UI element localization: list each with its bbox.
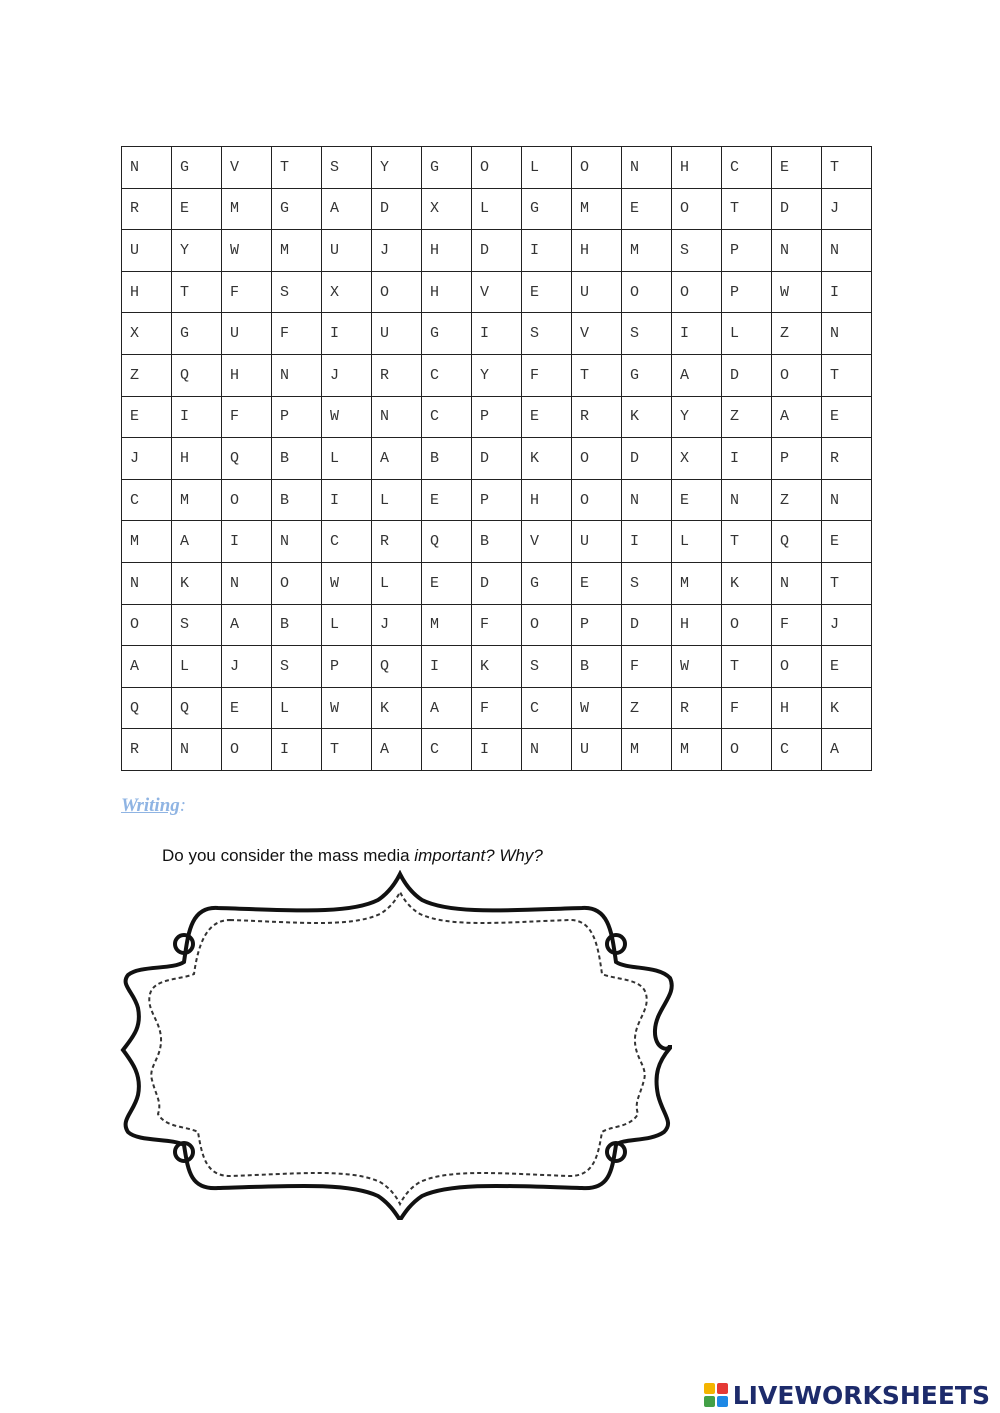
grid-cell[interactable]: S xyxy=(272,271,322,313)
grid-cell[interactable]: I xyxy=(472,729,522,771)
grid-cell[interactable]: M xyxy=(672,729,722,771)
grid-cell[interactable]: O xyxy=(522,604,572,646)
grid-cell[interactable]: Q xyxy=(172,687,222,729)
grid-cell[interactable]: O xyxy=(122,604,172,646)
grid-cell[interactable]: S xyxy=(522,313,572,355)
grid-cell[interactable]: C xyxy=(422,729,472,771)
writing-heading-colon: : xyxy=(179,795,187,816)
grid-cell[interactable]: Z xyxy=(722,396,772,438)
grid-cell[interactable]: F xyxy=(472,687,522,729)
grid-cell[interactable]: J xyxy=(372,230,422,272)
grid-cell[interactable]: U xyxy=(122,230,172,272)
grid-cell[interactable]: N xyxy=(772,562,822,604)
grid-cell[interactable]: G xyxy=(422,147,472,189)
grid-cell[interactable]: S xyxy=(322,147,372,189)
grid-cell[interactable]: S xyxy=(272,646,322,688)
grid-cell[interactable]: Y xyxy=(172,230,222,272)
grid-cell[interactable]: L xyxy=(372,479,422,521)
grid-cell[interactable]: I xyxy=(622,521,672,563)
grid-cell[interactable]: I xyxy=(472,313,522,355)
grid-cell[interactable]: Z xyxy=(772,313,822,355)
grid-cell[interactable]: O xyxy=(622,271,672,313)
grid-cell[interactable]: G xyxy=(522,562,572,604)
grid-cell[interactable]: O xyxy=(722,729,772,771)
grid-cell[interactable]: W xyxy=(222,230,272,272)
grid-cell[interactable]: L xyxy=(272,687,322,729)
grid-cell[interactable]: F xyxy=(772,604,822,646)
grid-cell[interactable]: W xyxy=(572,687,622,729)
grid-cell[interactable]: S xyxy=(172,604,222,646)
grid-cell[interactable]: P xyxy=(472,396,522,438)
grid-cell[interactable]: Z xyxy=(122,354,172,396)
grid-cell[interactable]: O xyxy=(772,646,822,688)
grid-cell[interactable]: X xyxy=(422,188,472,230)
grid-cell[interactable]: N xyxy=(522,729,572,771)
grid-cell[interactable]: P xyxy=(722,271,772,313)
grid-cell[interactable]: T xyxy=(822,562,872,604)
grid-cell[interactable]: T xyxy=(722,188,772,230)
grid-cell[interactable]: G xyxy=(172,147,222,189)
grid-cell[interactable]: J xyxy=(822,188,872,230)
grid-cell[interactable]: G xyxy=(422,313,472,355)
grid-cell[interactable]: U xyxy=(572,729,622,771)
grid-cell[interactable]: B xyxy=(272,438,322,480)
grid-cell[interactable]: A xyxy=(172,521,222,563)
grid-cell[interactable]: P xyxy=(572,604,622,646)
grid-cell[interactable]: I xyxy=(522,230,572,272)
grid-cell[interactable]: B xyxy=(572,646,622,688)
grid-cell[interactable]: E xyxy=(822,396,872,438)
grid-cell[interactable]: A xyxy=(422,687,472,729)
grid-cell[interactable]: D xyxy=(622,604,672,646)
grid-cell[interactable]: T xyxy=(172,271,222,313)
grid-cell[interactable]: N xyxy=(172,729,222,771)
grid-cell[interactable]: J xyxy=(372,604,422,646)
grid-cell[interactable]: Q xyxy=(422,521,472,563)
grid-cell[interactable]: T xyxy=(722,521,772,563)
grid-cell[interactable]: C xyxy=(422,354,472,396)
grid-cell[interactable]: Y xyxy=(672,396,722,438)
grid-cell[interactable]: O xyxy=(672,188,722,230)
grid-cell[interactable]: A xyxy=(372,438,422,480)
grid-cell[interactable]: H xyxy=(522,479,572,521)
grid-cell[interactable]: E xyxy=(672,479,722,521)
grid-cell[interactable]: M xyxy=(122,521,172,563)
grid-row xyxy=(122,271,872,313)
grid-row xyxy=(122,396,872,438)
grid-cell[interactable]: Z xyxy=(622,687,672,729)
grid-cell[interactable]: P xyxy=(722,230,772,272)
grid-cell[interactable]: I xyxy=(722,438,772,480)
grid-cell[interactable]: R xyxy=(372,521,422,563)
grid-cell[interactable]: D xyxy=(772,188,822,230)
grid-cell[interactable]: F xyxy=(522,354,572,396)
grid-cell[interactable]: K xyxy=(472,646,522,688)
grid-cell[interactable]: S xyxy=(622,313,672,355)
grid-cell[interactable]: M xyxy=(222,188,272,230)
grid-cell[interactable]: O xyxy=(372,271,422,313)
grid-cell[interactable]: M xyxy=(272,230,322,272)
grid-cell[interactable]: G xyxy=(272,188,322,230)
grid-cell[interactable]: L xyxy=(472,188,522,230)
grid-cell[interactable]: L xyxy=(722,313,772,355)
grid-cell[interactable]: P xyxy=(472,479,522,521)
writing-heading-text: Writing xyxy=(121,795,180,816)
grid-cell[interactable]: P xyxy=(772,438,822,480)
grid-cell[interactable]: E xyxy=(822,521,872,563)
grid-cell[interactable]: K xyxy=(372,687,422,729)
grid-row xyxy=(122,147,872,189)
grid-cell[interactable]: E xyxy=(522,396,572,438)
grid-cell[interactable]: Q xyxy=(772,521,822,563)
grid-cell[interactable]: F xyxy=(222,271,272,313)
grid-cell[interactable]: I xyxy=(322,313,372,355)
grid-cell[interactable]: P xyxy=(272,396,322,438)
grid-cell[interactable]: U xyxy=(222,313,272,355)
grid-cell[interactable]: F xyxy=(722,687,772,729)
grid-cell[interactable]: H xyxy=(422,271,472,313)
grid-cell[interactable]: R xyxy=(372,354,422,396)
grid-cell[interactable]: K xyxy=(172,562,222,604)
grid-cell[interactable]: A xyxy=(122,646,172,688)
grid-cell[interactable]: T xyxy=(272,147,322,189)
grid-cell[interactable]: Y xyxy=(372,147,422,189)
grid-cell[interactable]: B xyxy=(422,438,472,480)
grid-cell[interactable]: E xyxy=(122,396,172,438)
grid-cell[interactable]: L xyxy=(522,147,572,189)
grid-cell[interactable]: T xyxy=(572,354,622,396)
grid-row xyxy=(122,604,872,646)
grid-cell[interactable]: N xyxy=(372,396,422,438)
grid-cell[interactable]: O xyxy=(222,479,272,521)
grid-cell[interactable]: T xyxy=(722,646,772,688)
grid-cell[interactable]: C xyxy=(322,521,372,563)
grid-cell[interactable]: E xyxy=(572,562,622,604)
grid-cell[interactable]: J xyxy=(222,646,272,688)
grid-cell[interactable]: A xyxy=(222,604,272,646)
grid-cell[interactable]: Q xyxy=(172,354,222,396)
grid-cell[interactable]: I xyxy=(272,729,322,771)
grid-cell[interactable]: I xyxy=(422,646,472,688)
writing-heading xyxy=(121,795,186,817)
grid-cell[interactable]: N xyxy=(272,521,322,563)
grid-cell[interactable]: N xyxy=(822,479,872,521)
grid-cell[interactable]: R xyxy=(572,396,622,438)
grid-cell[interactable]: H xyxy=(672,147,722,189)
grid-cell[interactable]: C xyxy=(772,729,822,771)
grid-cell[interactable]: F xyxy=(622,646,672,688)
grid-cell[interactable]: P xyxy=(322,646,372,688)
grid-cell[interactable]: Q xyxy=(222,438,272,480)
writing-prompt xyxy=(162,846,543,866)
liveworksheets-logo-icon xyxy=(703,1382,729,1408)
grid-row xyxy=(122,438,872,480)
grid-cell[interactable]: N xyxy=(822,230,872,272)
grid-cell[interactable]: A xyxy=(672,354,722,396)
grid-cell[interactable]: F xyxy=(272,313,322,355)
grid-cell[interactable]: K xyxy=(822,687,872,729)
liveworksheets-brand xyxy=(703,1379,990,1411)
grid-cell[interactable]: T xyxy=(822,354,872,396)
grid-cell[interactable]: R xyxy=(122,188,172,230)
grid-cell[interactable]: B xyxy=(272,604,322,646)
grid-cell[interactable]: K xyxy=(522,438,572,480)
grid-cell[interactable]: O xyxy=(472,147,522,189)
grid-cell[interactable]: M xyxy=(422,604,472,646)
grid-cell[interactable]: J xyxy=(822,604,872,646)
grid-cell[interactable]: E xyxy=(172,188,222,230)
grid-row xyxy=(122,687,872,729)
grid-cell[interactable]: L xyxy=(672,521,722,563)
grid-cell[interactable]: C xyxy=(422,396,472,438)
grid-cell[interactable]: R xyxy=(822,438,872,480)
grid-cell[interactable]: J xyxy=(122,438,172,480)
grid-cell[interactable]: M xyxy=(672,562,722,604)
grid-row xyxy=(122,562,872,604)
grid-cell[interactable]: C xyxy=(722,147,772,189)
grid-cell[interactable]: D xyxy=(472,562,522,604)
grid-cell[interactable]: B xyxy=(472,521,522,563)
word-search-grid xyxy=(121,146,872,771)
grid-cell[interactable]: N xyxy=(722,479,772,521)
grid-cell[interactable]: A xyxy=(772,396,822,438)
grid-cell[interactable]: E xyxy=(422,562,472,604)
grid-cell[interactable]: I xyxy=(822,271,872,313)
grid-cell[interactable]: I xyxy=(222,521,272,563)
grid-row xyxy=(122,188,872,230)
grid-cell[interactable]: W xyxy=(322,562,372,604)
grid-cell[interactable]: W xyxy=(772,271,822,313)
grid-cell[interactable]: A xyxy=(822,729,872,771)
grid-cell[interactable]: U xyxy=(572,271,622,313)
grid-cell[interactable]: A xyxy=(372,729,422,771)
grid-cell[interactable]: S xyxy=(622,562,672,604)
grid-cell[interactable]: M xyxy=(572,188,622,230)
grid-cell[interactable]: O xyxy=(722,604,772,646)
grid-cell[interactable]: O xyxy=(672,271,722,313)
grid-cell[interactable]: O xyxy=(572,479,622,521)
grid-cell[interactable]: W xyxy=(672,646,722,688)
grid-row xyxy=(122,729,872,771)
grid-cell[interactable]: D xyxy=(372,188,422,230)
grid-cell[interactable]: S xyxy=(672,230,722,272)
grid-cell[interactable]: Y xyxy=(472,354,522,396)
grid-cell[interactable]: D xyxy=(722,354,772,396)
grid-cell[interactable]: H xyxy=(572,230,622,272)
answer-textarea[interactable] xyxy=(178,940,622,1154)
grid-cell[interactable]: T xyxy=(822,147,872,189)
grid-cell[interactable]: E xyxy=(772,147,822,189)
grid-cell[interactable]: M xyxy=(622,230,672,272)
grid-cell[interactable]: H xyxy=(172,438,222,480)
grid-cell[interactable]: X xyxy=(322,271,372,313)
grid-cell[interactable]: D xyxy=(472,230,522,272)
grid-cell[interactable]: E xyxy=(222,687,272,729)
grid-cell[interactable]: O xyxy=(272,562,322,604)
brand-name: LIVEWORKSHEETS xyxy=(732,1380,990,1410)
grid-cell[interactable]: O xyxy=(222,729,272,771)
grid-cell[interactable]: Q xyxy=(122,687,172,729)
grid-cell[interactable]: J xyxy=(322,354,372,396)
grid-cell[interactable]: M xyxy=(622,729,672,771)
grid-cell[interactable]: Q xyxy=(372,646,422,688)
grid-cell[interactable]: G xyxy=(522,188,572,230)
grid-cell[interactable]: H xyxy=(672,604,722,646)
grid-cell[interactable]: N xyxy=(622,479,672,521)
grid-row xyxy=(122,230,872,272)
grid-cell[interactable]: R xyxy=(122,729,172,771)
grid-cell[interactable]: V xyxy=(222,147,272,189)
grid-cell[interactable]: N xyxy=(622,147,672,189)
grid-cell[interactable]: O xyxy=(572,438,622,480)
grid-cell[interactable]: L xyxy=(322,604,372,646)
grid-cell[interactable]: N xyxy=(822,313,872,355)
grid-cell[interactable]: E xyxy=(622,188,672,230)
grid-cell[interactable]: K xyxy=(622,396,672,438)
grid-cell[interactable]: E xyxy=(522,271,572,313)
grid-cell[interactable]: F xyxy=(222,396,272,438)
grid-cell[interactable]: H xyxy=(222,354,272,396)
answer-frame xyxy=(118,870,678,1220)
grid-cell[interactable]: W xyxy=(322,687,372,729)
grid-cell[interactable]: X xyxy=(672,438,722,480)
grid-cell[interactable]: H xyxy=(772,687,822,729)
grid-cell[interactable]: N xyxy=(222,562,272,604)
grid-cell[interactable]: L xyxy=(372,562,422,604)
grid-cell[interactable]: N xyxy=(772,230,822,272)
grid-cell[interactable]: M xyxy=(172,479,222,521)
grid-cell[interactable]: D xyxy=(622,438,672,480)
grid-cell[interactable]: L xyxy=(172,646,222,688)
grid-cell[interactable]: A xyxy=(322,188,372,230)
grid-cell[interactable]: U xyxy=(372,313,422,355)
grid-cell[interactable]: R xyxy=(672,687,722,729)
grid-cell[interactable]: N xyxy=(272,354,322,396)
grid-cell[interactable]: N xyxy=(122,562,172,604)
grid-cell[interactable]: G xyxy=(172,313,222,355)
grid-cell[interactable]: O xyxy=(572,147,622,189)
grid-cell[interactable]: I xyxy=(172,396,222,438)
grid-cell[interactable]: U xyxy=(572,521,622,563)
grid-cell[interactable]: H xyxy=(422,230,472,272)
prompt-emphasis: important? Why? xyxy=(414,846,543,865)
grid-cell[interactable]: E xyxy=(822,646,872,688)
grid-cell[interactable]: C xyxy=(522,687,572,729)
grid-cell[interactable]: O xyxy=(772,354,822,396)
grid-cell[interactable]: N xyxy=(122,147,172,189)
prompt-text: Do you consider the mass media xyxy=(162,846,415,865)
grid-cell[interactable]: W xyxy=(322,396,372,438)
grid-cell[interactable]: Z xyxy=(772,479,822,521)
grid-cell[interactable]: K xyxy=(722,562,772,604)
grid-cell[interactable]: T xyxy=(322,729,372,771)
grid-row xyxy=(122,521,872,563)
grid-cell[interactable]: V xyxy=(472,271,522,313)
grid-cell[interactable]: C xyxy=(122,479,172,521)
grid-row xyxy=(122,646,872,688)
grid-cell[interactable]: U xyxy=(322,230,372,272)
grid-row xyxy=(122,313,872,355)
grid-cell[interactable]: H xyxy=(122,271,172,313)
grid-cell[interactable]: X xyxy=(122,313,172,355)
grid-cell[interactable]: E xyxy=(422,479,472,521)
grid-cell[interactable]: S xyxy=(522,646,572,688)
grid-cell[interactable]: V xyxy=(522,521,572,563)
grid-cell[interactable]: L xyxy=(322,438,372,480)
grid-cell[interactable]: D xyxy=(472,438,522,480)
grid-cell[interactable]: G xyxy=(622,354,672,396)
grid-row xyxy=(122,479,872,521)
grid-cell[interactable]: B xyxy=(272,479,322,521)
grid-cell[interactable]: I xyxy=(672,313,722,355)
grid-cell[interactable]: V xyxy=(572,313,622,355)
grid-row xyxy=(122,354,872,396)
grid-cell[interactable]: I xyxy=(322,479,372,521)
grid-cell[interactable]: F xyxy=(472,604,522,646)
